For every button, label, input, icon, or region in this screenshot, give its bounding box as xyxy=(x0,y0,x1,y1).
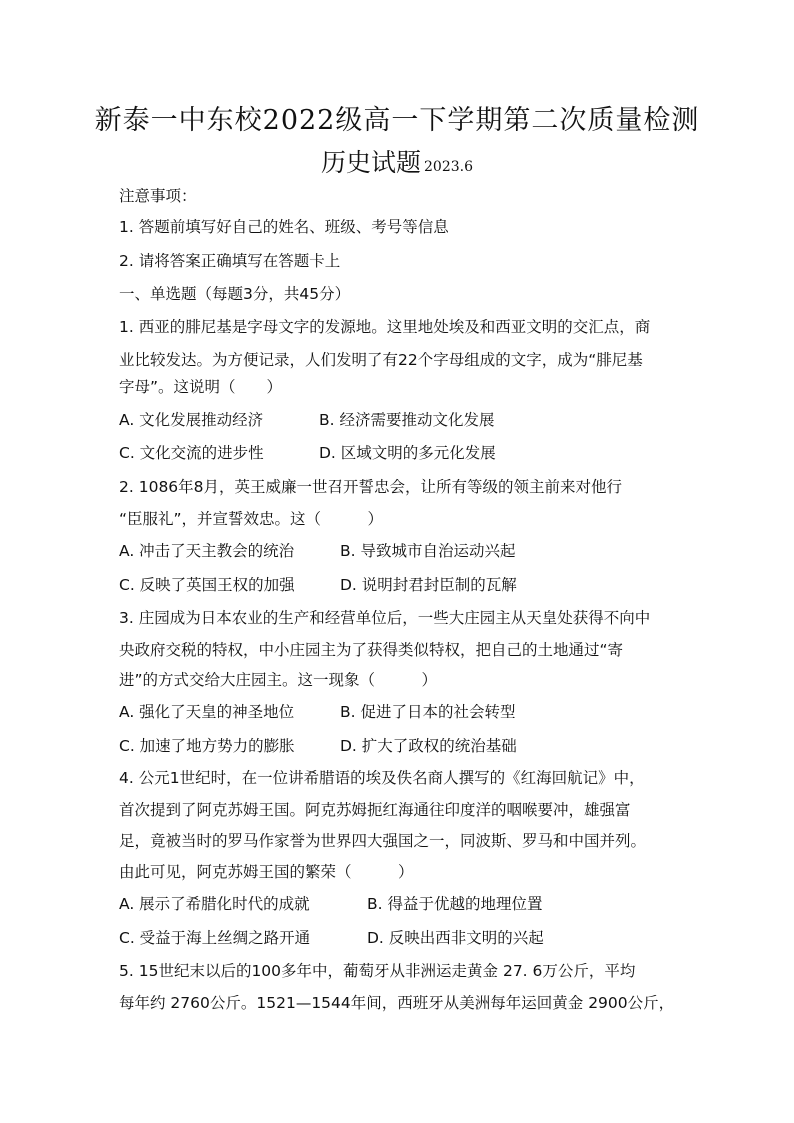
exam-date: 2023.6 xyxy=(424,159,473,175)
question-4-line: 由此可见，阿克苏姆王国的繁荣（ ） xyxy=(119,863,414,881)
question-4-line: 首次提到了阿克苏姆王国。阿克苏姆扼红海通往印度洋的咽喉要冲，雄强富 xyxy=(119,801,631,819)
notes-heading: 注意事项： xyxy=(119,187,197,205)
question-2-option-c: C. 反映了英国王权的加强 xyxy=(119,576,295,594)
question-4-line: 足，竟被当时的罗马作家誉为世界四大强国之一，同波斯、罗马和中国并列。 xyxy=(119,832,647,850)
question-3-line: 央政府交税的特权，中小庄园主为了获得类似特权，把自己的土地通过“寄 xyxy=(119,641,624,659)
question-4-option-a: A. 展示了希腊化时代的成就 xyxy=(119,895,310,913)
question-2-line: “臣服礼”，并宣誓效忠。这（ ） xyxy=(119,510,384,528)
question-2-option-a: A. 冲击了天主教会的统治 xyxy=(119,542,295,560)
question-3-option-d: D. 扩大了政权的统治基础 xyxy=(340,737,517,755)
question-4-option-b: B. 得益于优越的地理位置 xyxy=(367,895,543,913)
note-item: 1. 答题前填写好自己的姓名、班级、考号等信息 xyxy=(119,218,449,236)
question-1-line: 字母”。这说明（ ） xyxy=(119,378,283,396)
question-4-option-c: C. 受益于海上丝绸之路开通 xyxy=(119,929,311,947)
question-3-line: 3. 庄园成为日本农业的生产和经营单位后，一些大庄园主从天皇处获得不向中 xyxy=(119,609,651,627)
question-1-line: 业比较发达。为方便记录，人们发明了有22个字母组成的文字，成为“腓尼基 xyxy=(119,351,643,369)
question-2-line: 2. 1086年8月，英王威廉一世召开誓忠会，让所有等级的领主前来对他行 xyxy=(119,478,623,496)
question-5-line: 5. 15世纪末以后的100多年中，葡萄牙从非洲运走黄金 27. 6万公斤，平均 xyxy=(119,962,636,980)
question-1-option-d: D. 区域文明的多元化发展 xyxy=(319,444,496,462)
question-3-option-b: B. 促进了日本的社会转型 xyxy=(340,703,516,721)
question-3-line: 进”的方式交给大庄园主。这一现象（ ） xyxy=(119,671,438,689)
exam-title: 新泰一中东校2022级高一下学期第二次质量检测 xyxy=(94,105,700,136)
question-1-line: 1. 西亚的腓尼基是字母文字的发源地。这里地处埃及和西亚文明的交汇点，商 xyxy=(119,318,651,336)
section-heading: 一、单选题（每题3分，共45分） xyxy=(119,285,351,303)
subject-title xyxy=(0,143,794,179)
question-1-option-a: A. 文化发展推动经济 xyxy=(119,411,264,429)
subject-name: 历史试题 xyxy=(320,148,421,177)
question-1-option-c: C. 文化交流的进步性 xyxy=(119,444,264,462)
question-1-option-b: B. 经济需要推动文化发展 xyxy=(319,411,495,429)
question-3-option-a: A. 强化了天皇的神圣地位 xyxy=(119,703,295,721)
note-item: 2. 请将答案正确填写在答题卡上 xyxy=(119,252,341,270)
question-4-option-d: D. 反映出西非文明的兴起 xyxy=(367,929,544,947)
question-5-line: 每年约 2760公斤。1521—1544年间，西班牙从美洲每年运回黄金 2900公斤， xyxy=(119,994,675,1012)
question-2-option-b: B. 导致城市自治运动兴起 xyxy=(340,542,516,560)
question-4-line: 4. 公元1世纪时，在一位讲希腊语的埃及佚名商人撰写的《红海回航记》中， xyxy=(119,769,645,787)
question-2-option-d: D. 说明封君封臣制的瓦解 xyxy=(340,576,517,594)
question-3-option-c: C. 加速了地方势力的膨胀 xyxy=(119,737,295,755)
